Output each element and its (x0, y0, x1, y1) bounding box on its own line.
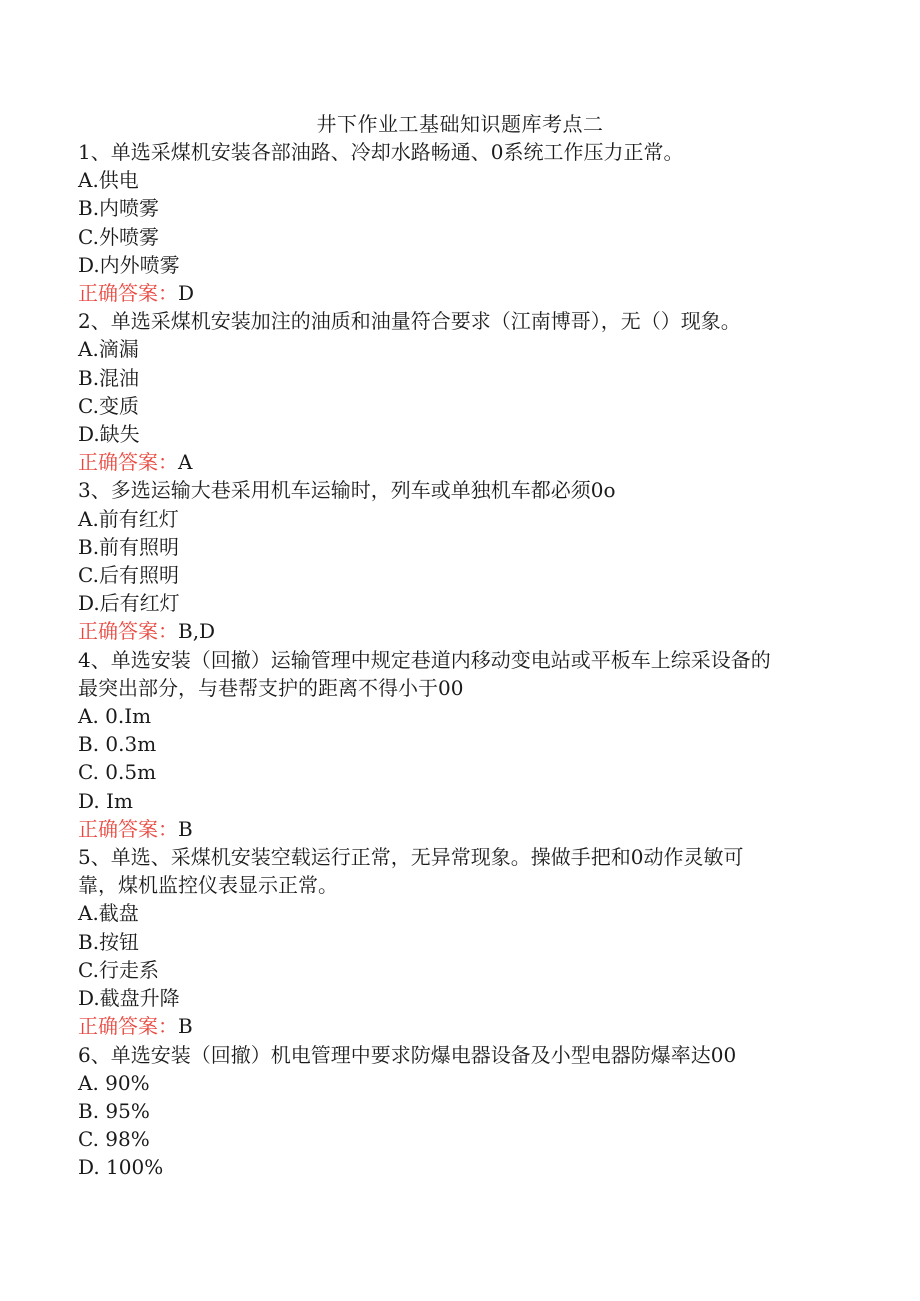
option-b: B. 0.3m (78, 732, 157, 757)
question-text: 5、单选、采煤机安装空载运行正常，无异常现象。操做手把和0动作灵敏可 (78, 845, 744, 870)
option-a: A. 90% (78, 1070, 150, 1095)
question-text: 1、单选采煤机安装各部油路、冷却水路畅通、0系统工作压力正常。 (78, 140, 684, 164)
option-a: A.截盘 (78, 901, 139, 926)
option-b: B. 95% (78, 1098, 150, 1123)
option-d: D.内外喷雾 (78, 252, 180, 277)
question-block (78, 476, 848, 645)
option-a: A. 0.Im (78, 704, 152, 729)
option-c: C.行走系 (78, 957, 159, 982)
question-text: 4、单选安装（回撤）运输管理中规定巷道内移动变电站或平板车上综采设备的 (78, 647, 771, 672)
question-list (78, 138, 848, 1182)
question-text-cont: 最突出部分，与巷帮支护的距离不得小于00 (78, 675, 464, 700)
answer-label: 正确答案： (78, 450, 178, 475)
answer-value: B,D (178, 619, 216, 644)
answer-label: 正确答案： (78, 281, 178, 306)
answer-value: D (178, 281, 195, 306)
option-b: B.前有照明 (78, 534, 180, 559)
option-c: C.外喷雾 (78, 224, 159, 249)
answer-line (78, 815, 848, 843)
option-b: B.混油 (78, 365, 140, 390)
option-c: C. 98% (78, 1127, 150, 1152)
option-c: C.变质 (78, 393, 139, 418)
option-d: D.后有红灯 (78, 591, 180, 616)
option-d: D. Im (78, 788, 133, 813)
option-a: A.前有红灯 (78, 506, 179, 531)
question-text: 2、单选采煤机安装加注的油质和油量符合要求（江南博哥），无（）现象。 (78, 309, 741, 334)
question-block (78, 646, 848, 843)
question-text: 6、单选安装（回撤）机电管理中要求防爆电器设备及小型电器防爆率达00 (78, 1042, 737, 1067)
answer-line (78, 617, 848, 645)
question-block (78, 1041, 848, 1182)
question-text-cont: 靠，煤机监控仪表显示正常。 (78, 873, 338, 898)
answer-label: 正确答案： (78, 1014, 178, 1039)
option-b: B.按钮 (78, 929, 140, 954)
document-title: 井下作业工基础知识题库考点二 (316, 112, 604, 136)
answer-label: 正确答案： (78, 816, 178, 841)
option-d: D.截盘升降 (78, 986, 180, 1011)
answer-line (78, 448, 848, 476)
question-block (78, 307, 848, 476)
answer-line (78, 1012, 848, 1040)
option-d: D.缺失 (78, 422, 140, 447)
question-block (78, 843, 848, 1040)
option-a: A.滴漏 (78, 337, 139, 362)
answer-value: B (178, 1014, 193, 1039)
question-text: 3、多选运输大巷采用机车运输时，列车或单独机车都必须0o (78, 478, 616, 503)
option-c: C. 0.5m (78, 760, 157, 785)
question-block (78, 138, 848, 307)
answer-label: 正确答案： (78, 619, 178, 644)
answer-line (78, 279, 848, 307)
answer-value: B (178, 816, 193, 841)
answer-value: A (178, 450, 193, 475)
option-b: B.内喷雾 (78, 196, 160, 221)
option-a: A.供电 (78, 168, 139, 193)
option-d: D. 100% (78, 1155, 164, 1180)
option-c: C.后有照明 (78, 563, 179, 588)
